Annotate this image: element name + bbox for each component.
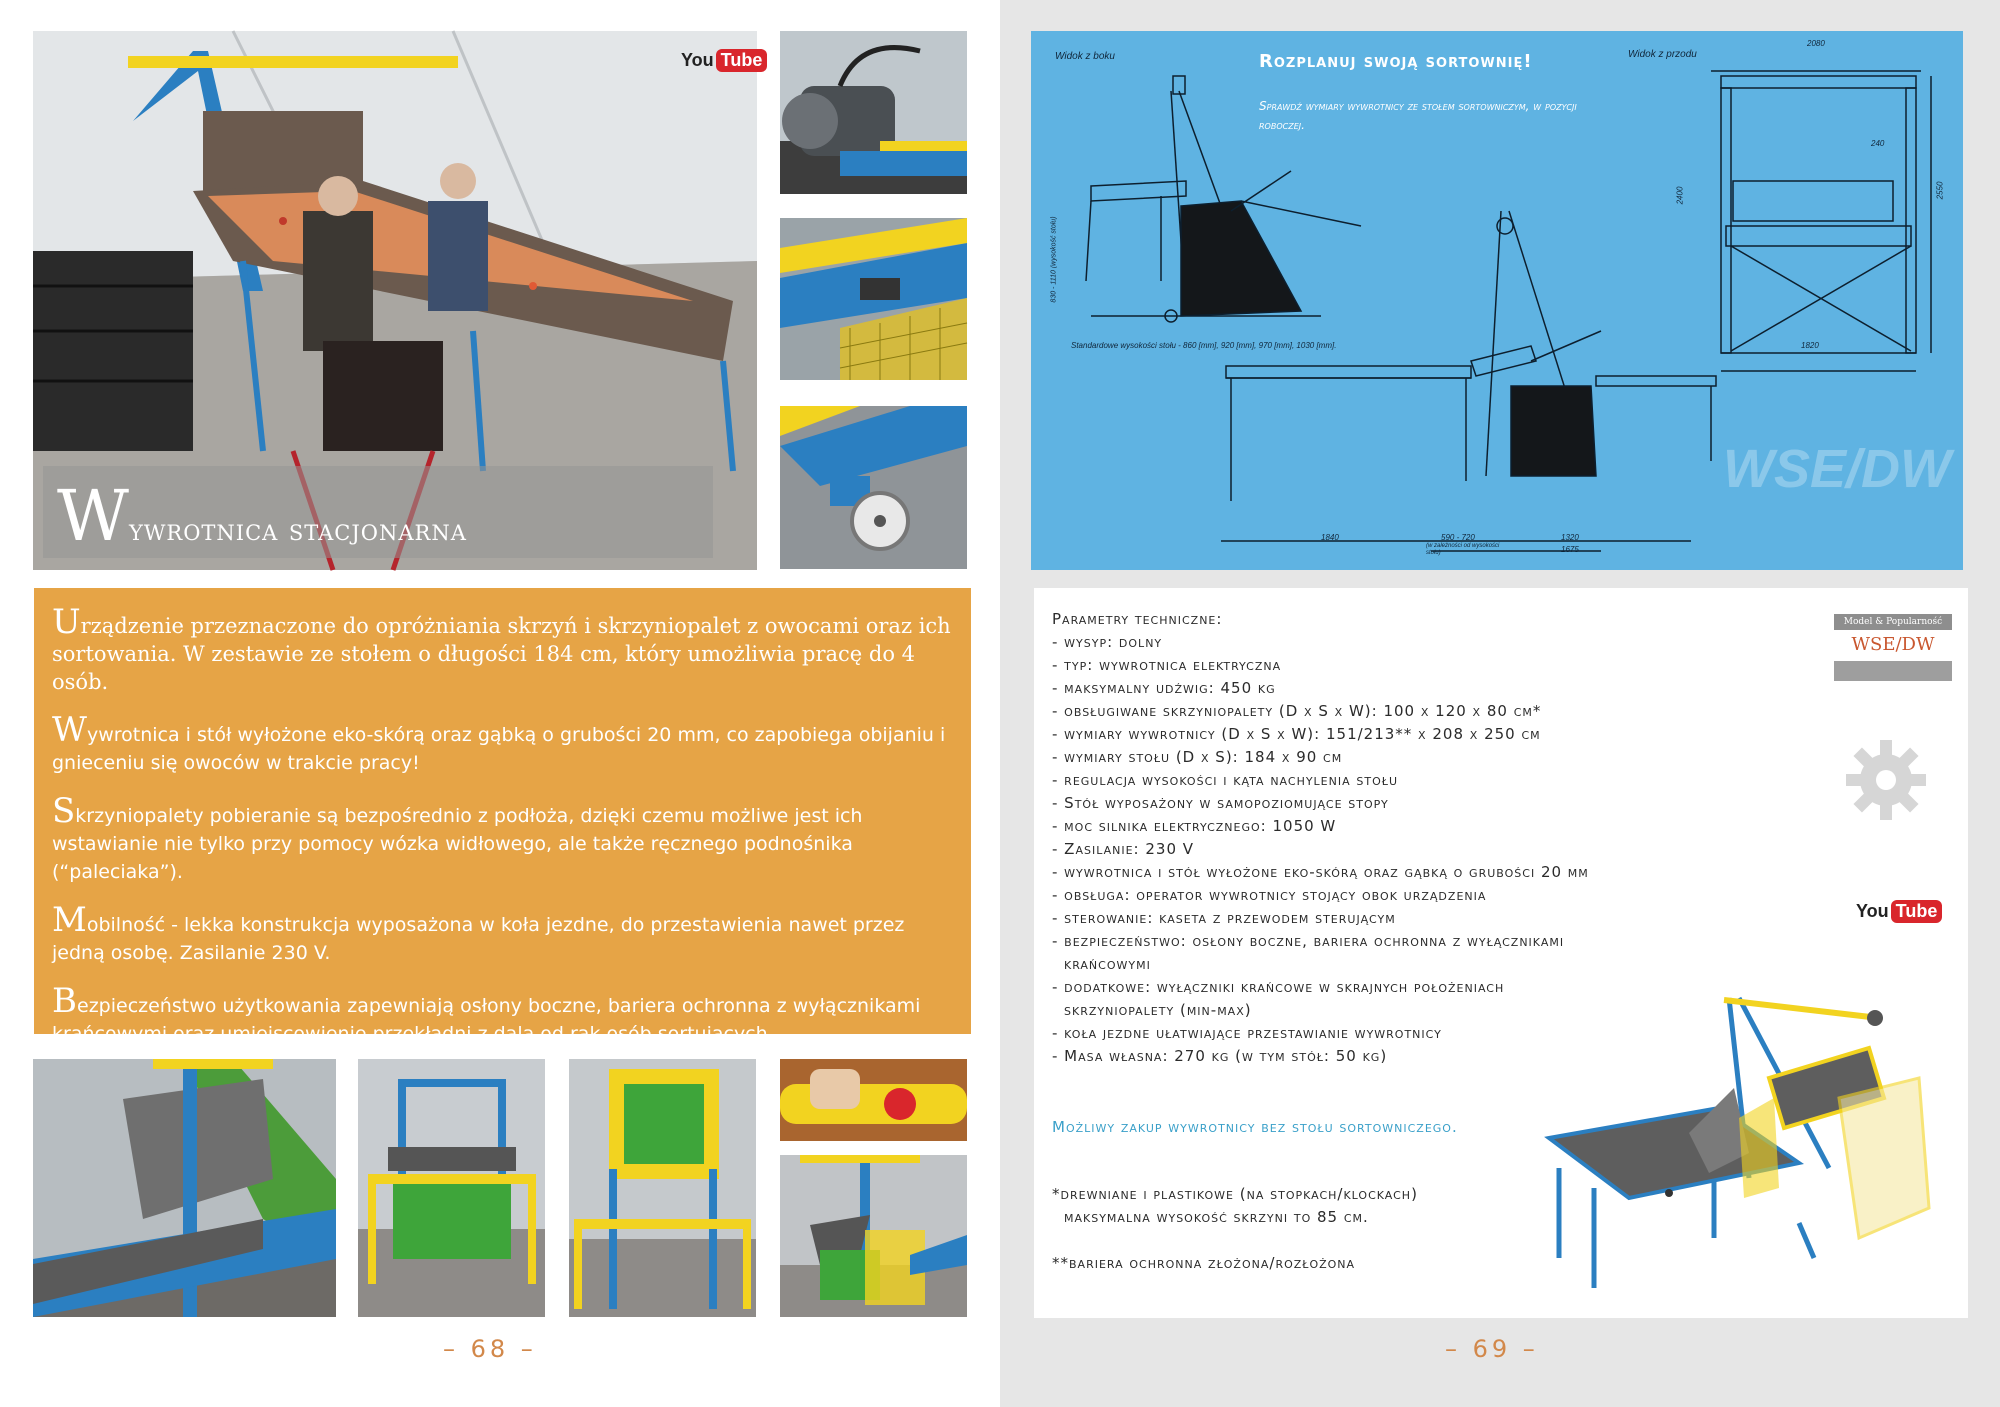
spec-item: - wywrotnica i stół wyłożone eko-skórą oraz gąbką o grubości 20 mm — [1052, 863, 1589, 881]
hero-title — [43, 466, 713, 558]
description-paragraph — [52, 981, 953, 1048]
drop-cap: M — [52, 900, 87, 940]
paragraph-text: obilność - lekka konstrukcja wyposażona w koła jezdne, do przestawienia nawet przez jedną osobę. Zasilanie 230 V. — [52, 914, 905, 964]
youtube-icon[interactable] — [1856, 900, 1942, 923]
photo-motor — [780, 31, 967, 194]
spec-item: - bezpieczeństwo: osłony boczne, bariera ochronna z wyłącznikami — [1052, 932, 1565, 950]
photo-control-pendant — [780, 1059, 967, 1141]
paragraph-text: krzyniopalety pobieranie są bezpośrednio z podłoża, dzięki czemu możliwe jest ich wstawianie nie tylko przy pomocy wózka widłowego, ale także ręcznego podnośnika (“paleciaka”). — [52, 805, 863, 883]
drawing-title: Rozplanuj swoją sortownię! — [1259, 51, 1533, 72]
spec-title: Parametry techniczne: — [1052, 610, 1223, 628]
description-paragraph — [52, 900, 953, 967]
spec-panel — [1034, 588, 1968, 1318]
footnote-2: **bariera ochronna złożona/rozłożona — [1052, 1254, 1356, 1272]
model-badge — [1834, 614, 1952, 681]
dim-1320: 1320 — [1561, 533, 1579, 542]
paragraph-text: rządzenie przeznaczone do opróżniania skrzyń i skrzyniopalet z owocami oraz ich sortowania. W zestawie ze stołem o długości 184 cm, który umożliwia pracę do 4 osób. — [52, 614, 951, 694]
dim-830-1110: 830 - 1110 (wysokość stołu) — [1050, 216, 1058, 303]
note-without-table: Możliwy zakup wywrotnicy bez stołu sortowniczego. — [1052, 1118, 1458, 1136]
dim-1820: 1820 — [1801, 341, 1819, 350]
model-heading: Model & Popularność — [1834, 614, 1952, 630]
photo-control-box — [780, 218, 967, 380]
label-table-heights: Standardowe wysokości stołu - 860 [mm], 920 [mm], 970 [mm], 1030 [mm]. — [1071, 341, 1337, 350]
description-box — [34, 588, 971, 1045]
render-tipper-3d — [1539, 988, 1964, 1318]
paragraph-text: ywrotnica i stół wyłożone eko-skórą oraz gąbką o grubości 20 mm, co zapobiega obijaniu i gnieceniu się owoców w trakcie pracy! — [52, 724, 946, 774]
label-front-view: Widok z przodu — [1628, 49, 1697, 60]
footnote-1: *drewniane i plastikowe (na stopkach/klockach) — [1052, 1185, 1418, 1203]
technical-drawing — [1031, 31, 1963, 570]
label-side-view: Widok z boku — [1055, 51, 1115, 62]
spec-item: - regulacja wysokości i kąta nachylenia stołu — [1052, 771, 1398, 789]
photo-tipper-barrier — [780, 1155, 967, 1317]
description-paragraph — [52, 791, 953, 886]
youtube-icon[interactable] — [681, 49, 767, 72]
spec-item: - koła jezdne ułatwiające przestawianie wywrotnicy — [1052, 1024, 1442, 1042]
description-paragraph — [52, 602, 953, 696]
drop-cap: S — [52, 791, 76, 831]
spec-item: skrzyniopalety (min-max) — [1064, 1001, 1252, 1019]
drawing-watermark: WSE/DW — [1723, 439, 1951, 499]
dim-2080: 2080 — [1807, 39, 1825, 48]
page-number-left: – 68 – — [443, 1335, 537, 1363]
hero-photo — [33, 31, 763, 570]
spec-item: - wymiary wywrotnicy (D x S x W): 151/213** x 208 x 250 cm — [1052, 725, 1541, 743]
drawing-subtitle: Sprawdź wymiary wywrotnicy ze stołem sortowniczym, w pozycji roboczej. — [1259, 99, 1577, 132]
youtube-you: You — [681, 50, 714, 70]
spec-item: krańcowymi — [1064, 955, 1151, 973]
page-number-right: – 69 – — [1445, 1335, 1539, 1363]
dim-2550: 2550 — [1935, 181, 1945, 200]
drop-cap: B — [52, 981, 77, 1021]
paragraph-text: ezpieczeństwo użytkowania zapewniają osłony boczne, bariera ochronna z wyłącznikami krańcowymi oraz umiejscowienie przekładni z dala od rąk osób sortujących. — [52, 995, 921, 1045]
description-paragraph — [52, 710, 953, 777]
dim-2400: 2400 — [1675, 186, 1685, 205]
spec-item: - Stół wyposażony w samopoziomujące stopy — [1052, 794, 1389, 812]
dim-590-note: (w zależności od wysokości stołu) — [1426, 543, 1500, 556]
spec-item: - moc silnika elektrycznego: 1050 W — [1052, 817, 1337, 835]
youtube-tube: Tube — [1891, 900, 1943, 923]
dim-1675: 1675 — [1561, 545, 1579, 554]
hero-title-rest: ywrotnica stacjonarna — [128, 513, 467, 548]
gear-icon — [1844, 738, 1928, 826]
popularity-bar — [1834, 661, 1952, 681]
spec-item: - obsługiwane skrzyniopalety (D x S x W): 100 x 120 x 80 cm* — [1052, 702, 1542, 720]
spec-item: - maksymalny udźwig: 450 kg — [1052, 679, 1276, 697]
spec-item: - Masa własna: 270 kg (w tym stół: 50 kg) — [1052, 1047, 1388, 1065]
dim-590-720: 590 - 720 — [1441, 533, 1475, 542]
spec-item: - dodatkowe: wyłączniki krańcowe w skrajnych położeniach — [1052, 978, 1505, 996]
spec-item: - typ: wywrotnica elektryczna — [1052, 656, 1282, 674]
spec-item: - obsługa: operator wywrotnicy stojący obok urządzenia — [1052, 886, 1487, 904]
photo-tipper-side — [33, 1059, 336, 1317]
dim-1840: 1840 — [1321, 533, 1339, 542]
hero-title-capital: W — [57, 475, 129, 557]
model-name: WSE/DW — [1851, 634, 1935, 655]
footnote-1b: maksymalna wysokość skrzyni to 85 cm. — [1064, 1208, 1369, 1226]
spec-item: - wymiary stołu (D x S): 184 x 90 cm — [1052, 748, 1343, 766]
drop-cap: U — [52, 602, 81, 642]
drop-cap: W — [52, 710, 87, 750]
youtube-you: You — [1856, 901, 1889, 921]
spec-item: - Zasilanie: 230 V — [1052, 840, 1195, 858]
spec-item: - wysyp: dolny — [1052, 633, 1163, 651]
photo-wheel — [780, 406, 967, 569]
dim-240: 240 — [1871, 139, 1885, 148]
photo-tipper-front-green — [358, 1059, 545, 1317]
youtube-tube: Tube — [716, 49, 768, 72]
photo-tipper-lifted — [569, 1059, 756, 1317]
spec-item: - sterowanie: kaseta z przewodem sterującym — [1052, 909, 1396, 927]
